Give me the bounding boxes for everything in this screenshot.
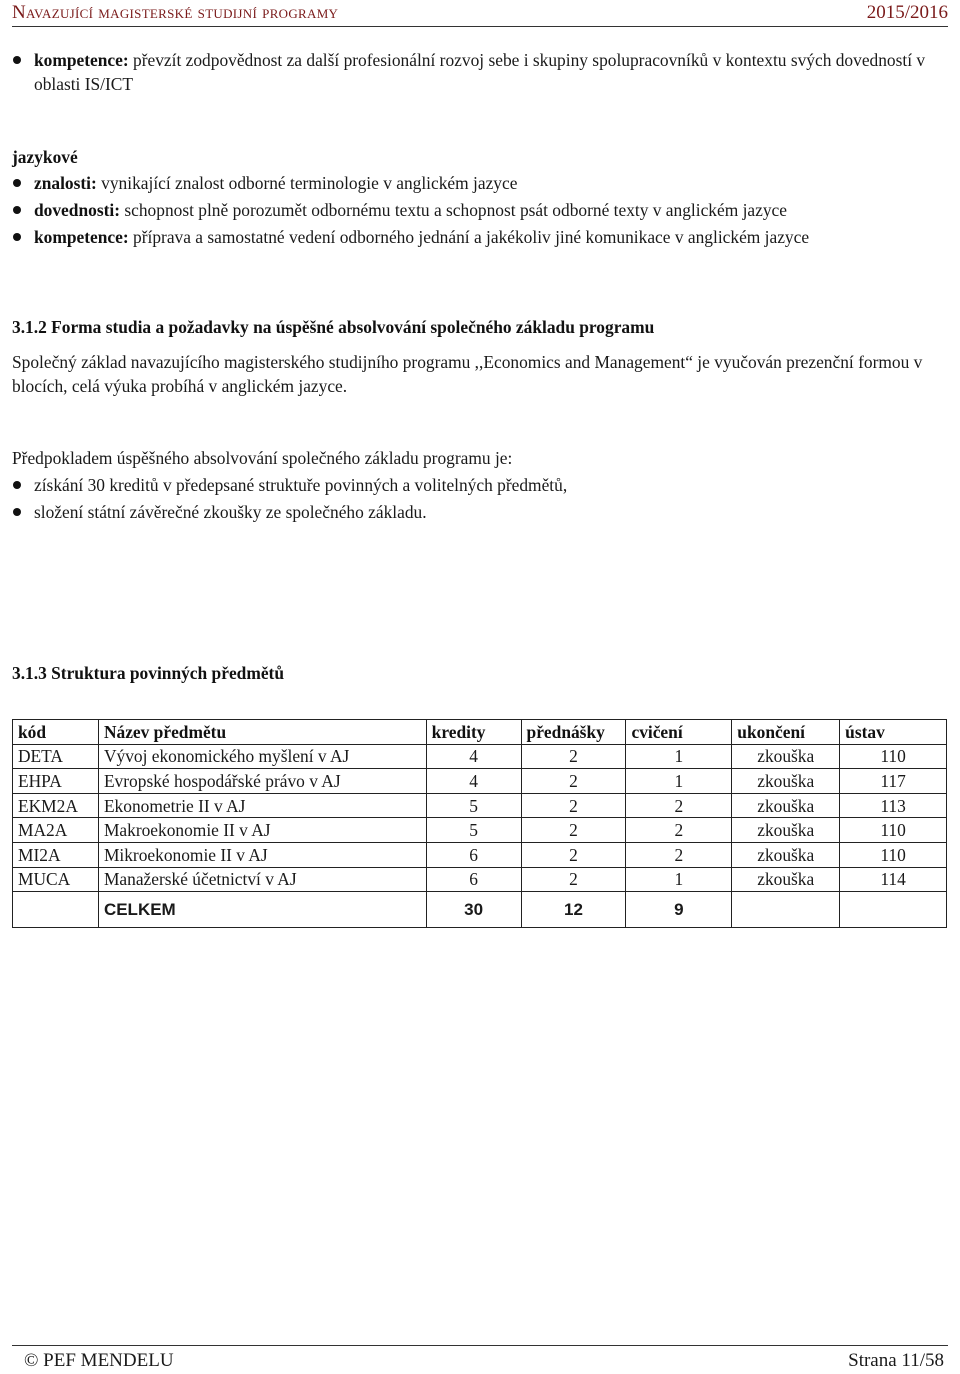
column-header: cvičení — [626, 720, 732, 745]
list-item — [12, 473, 947, 497]
cell-name: Ekonometrie II v AJ — [98, 793, 426, 818]
table-row — [13, 744, 947, 769]
cell-empty — [840, 892, 947, 928]
column-header: ústav — [840, 720, 947, 745]
total-label: CELKEM — [98, 892, 426, 928]
cell-empty — [732, 892, 840, 928]
cell-institute: 110 — [840, 842, 947, 867]
cell-exercises: 2 — [626, 818, 732, 843]
bullet-icon — [13, 233, 21, 241]
cell-credits: 5 — [426, 818, 521, 843]
cell-institute: 114 — [840, 867, 947, 892]
cell-lectures: 2 — [521, 769, 626, 794]
table-row — [13, 793, 947, 818]
requirements-intro: Předpokladem úspěšného absolvování společného základu programu je: — [12, 448, 513, 468]
cell-lectures: 2 — [521, 867, 626, 892]
requirements-block — [12, 446, 947, 524]
bullet-icon — [13, 481, 21, 489]
list-item — [12, 225, 947, 249]
cell-empty — [13, 892, 99, 928]
list-item — [12, 48, 947, 96]
column-header: ukončení — [732, 720, 840, 745]
table-header-row — [13, 720, 947, 745]
cell-credits: 4 — [426, 744, 521, 769]
page-label: Strana — [848, 1350, 897, 1371]
cell-institute: 110 — [840, 744, 947, 769]
bullet-icon — [13, 179, 21, 187]
list-item — [12, 171, 947, 195]
column-header: přednášky — [521, 720, 626, 745]
table-row — [13, 769, 947, 794]
column-header: kredity — [426, 720, 521, 745]
cell-completion: zkouška — [732, 818, 840, 843]
section-312-title: 3.1.2 Forma studia a požadavky na úspěšné absolvování společného základu programu — [12, 317, 655, 337]
cell-exercises: 2 — [626, 793, 732, 818]
cell-code: MA2A — [13, 818, 99, 843]
cell-lectures: 2 — [521, 842, 626, 867]
cell-credits: 4 — [426, 769, 521, 794]
cell-code: DETA — [13, 744, 99, 769]
cell-name: Makroekonomie II v AJ — [98, 818, 426, 843]
total-exercises: 9 — [626, 892, 732, 928]
cell-name: Vývoj ekonomického myšlení v AJ — [98, 744, 426, 769]
cell-code: MUCA — [13, 867, 99, 892]
languages-heading: jazykové — [12, 147, 78, 167]
cell-lectures: 2 — [521, 793, 626, 818]
cell-exercises: 1 — [626, 769, 732, 794]
cell-completion: zkouška — [732, 867, 840, 892]
cell-name: Evropské hospodářské právo v AJ — [98, 769, 426, 794]
item-label: kompetence: — [34, 227, 129, 247]
languages-block — [12, 145, 947, 249]
item-text: příprava a samostatné vedení odborného jednání a jakékoliv jiné komunikace v anglickém jazyce — [133, 227, 810, 247]
item-label: dovednosti: — [34, 200, 121, 220]
column-header: Název předmětu — [98, 720, 426, 745]
table-row — [13, 867, 947, 892]
section-313-title: 3.1.3 Struktura povinných předmětů — [12, 663, 285, 683]
bullet-icon — [13, 508, 21, 516]
cell-lectures: 2 — [521, 744, 626, 769]
item-text: získání 30 kreditů v předepsané struktuře povinných a volitelných předmětů, — [34, 475, 568, 495]
table-total-row — [13, 892, 947, 928]
section-312-paragraph: Společný základ navazujícího magisterského studijního programu ,,Economics and Management“ je vyučován prezenční formou v blocích, celá výuka probíhá v anglickém jazyce. — [12, 352, 923, 396]
cell-exercises: 1 — [626, 867, 732, 892]
cell-completion: zkouška — [732, 744, 840, 769]
cell-institute: 117 — [840, 769, 947, 794]
cell-credits: 6 — [426, 842, 521, 867]
bullet-icon — [13, 56, 21, 64]
cell-name: Manažerské účetnictví v AJ — [98, 867, 426, 892]
item-text: složení státní závěrečné zkoušky ze společného základu. — [34, 502, 427, 522]
header-year: 2015/2016 — [866, 2, 948, 23]
table-row — [13, 842, 947, 867]
page-header — [12, 0, 948, 27]
total-credits: 30 — [426, 892, 521, 928]
cell-credits: 5 — [426, 793, 521, 818]
column-header: kód — [13, 720, 99, 745]
subjects-table — [12, 719, 947, 928]
cell-exercises: 2 — [626, 842, 732, 867]
footer-copyright: © PEF MENDELU — [24, 1350, 174, 1371]
cell-completion: zkouška — [732, 842, 840, 867]
total-lectures: 12 — [521, 892, 626, 928]
page-count: 11/58 — [901, 1350, 944, 1371]
cell-code: MI2A — [13, 842, 99, 867]
item-text: schopnost plně porozumět odbornému textu a schopnost psát odborné texty v anglickém jazyce — [124, 200, 787, 220]
cell-completion: zkouška — [732, 793, 840, 818]
top-competence-block — [12, 48, 947, 96]
item-label: znalosti: — [34, 173, 97, 193]
cell-exercises: 1 — [626, 744, 732, 769]
item-label: kompetence: — [34, 50, 129, 70]
list-item — [12, 500, 947, 524]
cell-completion: zkouška — [732, 769, 840, 794]
cell-credits: 6 — [426, 867, 521, 892]
cell-institute: 113 — [840, 793, 947, 818]
cell-lectures: 2 — [521, 818, 626, 843]
bullet-icon — [13, 206, 21, 214]
list-item — [12, 198, 947, 222]
cell-code: EHPA — [13, 769, 99, 794]
table-row — [13, 818, 947, 843]
cell-institute: 110 — [840, 818, 947, 843]
item-text: vynikající znalost odborné terminologie v anglickém jazyce — [101, 173, 518, 193]
page-footer — [12, 1345, 948, 1374]
cell-code: EKM2A — [13, 793, 99, 818]
header-title: Navazující magisterské studijní programy — [12, 2, 339, 23]
cell-name: Mikroekonomie II v AJ — [98, 842, 426, 867]
item-text: převzít zodpovědnost za další profesionální rozvoj sebe i skupiny spolupracovníků v kontextu svých dovedností v oblasti IS/ICT — [34, 50, 926, 94]
page-number — [848, 1350, 944, 1372]
